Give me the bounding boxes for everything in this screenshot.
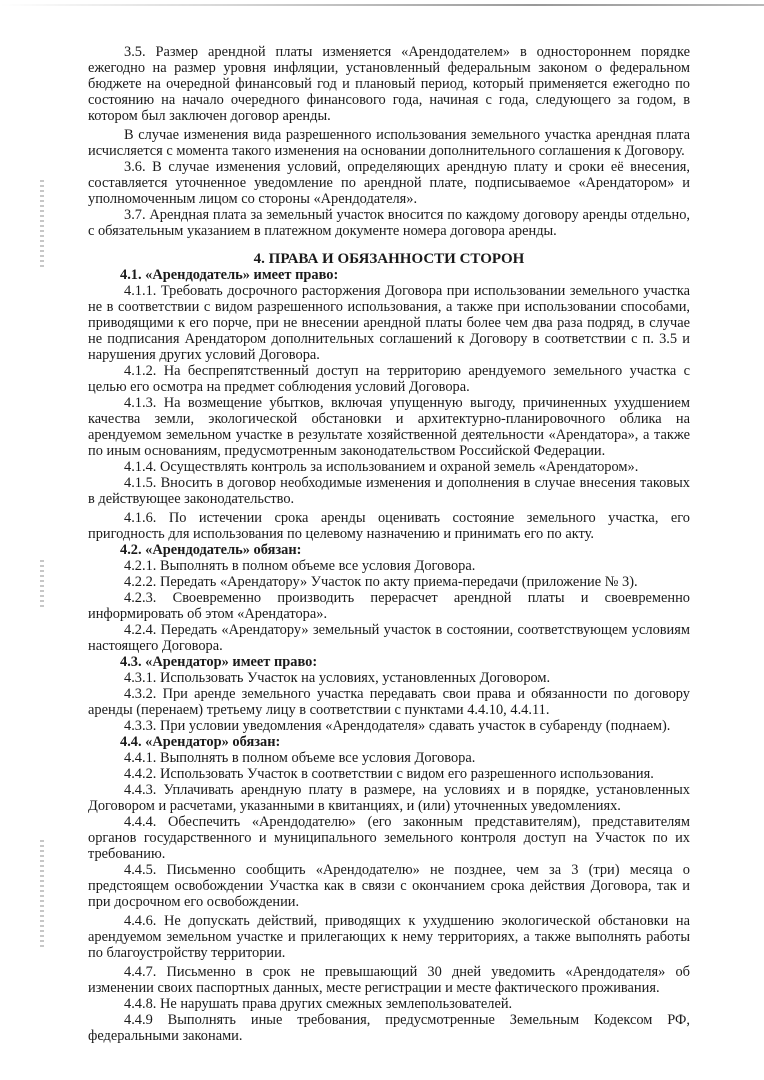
clause-4-1-4: 4.1.4. Осуществлять контроль за использованием и охраной земель «Арендатором». [124, 459, 639, 475]
clause-4-2-2: 4.2.2. Передать «Арендатору» Участок по акту приема-передачи (приложение № 3). [124, 574, 638, 590]
clause-4-4-8: 4.4.8. Не нарушать права других смежных землепользователей. [124, 996, 513, 1012]
paragraph-3-5: 3.5. Размер арендной платы изменяется «Арендодателем» в одностороннем порядке ежегодно на размер уровня инфляции, установленный федеральным законом о федеральном бюджете на очередной финансовый год и плановый период, который применяется ежегодно по состоянию на начало очередного финансового года, начиная с года, следующего за годом, в котором был заключен договор аренды. [88, 44, 690, 124]
clause-4-4-6: 4.4.6. Не допускать действий, приводящих к ухудшению экологической обстановки на арендуемом земельном участке и прилегающих к нему территориях, а также выполнять работы по благоустройству территории. [88, 913, 690, 961]
clause-4-3-2: 4.3.2. При аренде земельного участка передавать свои права и обязанности по договору аренды (перенаем) третьему лицу в соответствии с пунктами 4.4.10, 4.4.11. [88, 686, 690, 718]
scan-artifact [40, 560, 44, 610]
scan-edge [0, 4, 764, 6]
subsection-heading-4-3: 4.3. «Арендатор» имеет право: [120, 654, 318, 670]
scan-artifact [40, 180, 44, 270]
subsection-heading-4-2: 4.2. «Арендодатель» обязан: [120, 542, 302, 558]
clause-4-4-2: 4.4.2. Использовать Участок в соответствии с видом его разрешенного использования. [124, 766, 654, 782]
clause-4-2-1: 4.2.1. Выполнять в полном объеме все условия Договора. [124, 558, 476, 574]
scan-artifact [40, 840, 44, 950]
clause-4-3-1: 4.3.1. Использовать Участок на условиях, установленных Договором. [124, 670, 551, 686]
clause-4-1-5: 4.1.5. Вносить в договор необходимые изменения и дополнения в случае внесения таковых в действующее законодательство. [88, 475, 690, 507]
clause-4-4-1: 4.4.1. Выполнять в полном объеме все условия Договора. [124, 750, 476, 766]
clause-4-1-6: 4.1.6. По истечении срока аренды оценивать состояние земельного участка, его пригодность для использования по целевому назначению и принимать его по акту. [88, 510, 690, 542]
clause-4-4-4: 4.4.4. Обеспечить «Арендодателю» (его законным представителям), представителям органов государственного и муниципального земельного контроля доступ на Участок по их требованию. [88, 814, 690, 862]
clause-4-2-3: 4.2.3. Своевременно производить перерасчет арендной платы и своевременно информировать об этом «Арендатора». [88, 590, 690, 622]
clause-4-4-9: 4.4.9 Выполнять иные требования, предусмотренные Земельным Кодексом РФ, федеральными законами. [88, 1012, 690, 1044]
clause-4-2-4: 4.2.4. Передать «Арендатору» земельный участок в состоянии, соответствующем условиям настоящего Договора. [88, 622, 690, 654]
clause-4-4-3: 4.4.3. Уплачивать арендную плату в размере, на условиях и в порядке, установленных Договором и расчетами, указанными в квитанциях, и (или) уточненных уведомлениях. [88, 782, 690, 814]
section-title: 4. ПРАВА И ОБЯЗАННОСТИ СТОРОН [253, 251, 525, 267]
document-page [88, 44, 690, 1044]
clause-4-1-1: 4.1.1. Требовать досрочного расторжения Договора при использовании земельного участка не в соответствии с видом разрешенного использования, а также при использовании способами, приводящими к его порче, при не внесении арендной платы более чем два раза подряд, в случае не подписания Арендатором дополнительных соглашений к Договору в соответствии с п. 3.5 и нарушения других условий Договора. [88, 283, 690, 363]
paragraph-3-7: 3.7. Арендная плата за земельный участок вносится по каждому договору аренды отдельно, с обязательным указанием в платежном документе номера договора аренды. [88, 207, 690, 239]
clause-4-1-3: 4.1.3. На возмещение убытков, включая упущенную выгоду, причиненных ухудшением качества земли, экологической обстановки и архитектурно-планировочного облика на арендуемом земельном участке в результате хозяйственной деятельности «Арендатора», а также по иным основаниям, предусмотренным законодательством Российской Федерации. [88, 395, 690, 459]
subsection-heading-4-1: 4.1. «Арендодатель» имеет право: [120, 267, 339, 283]
paragraph-3-5-note: В случае изменения вида разрешенного использования земельного участка арендная плата исчисляется с момента такого изменения на основании дополнительного соглашения к Договору. [88, 127, 690, 159]
clause-4-3-3: 4.3.3. При условии уведомления «Арендодателя» сдавать участок в субаренду (поднаем). [124, 718, 671, 734]
subsection-heading-4-4: 4.4. «Арендатор» обязан: [120, 734, 281, 750]
paragraph-3-6: 3.6. В случае изменения условий, определяющих арендную плату и сроки её внесения, составляется уточненное уведомление по арендной плате, подписываемое «Арендатором» и уполномоченным лицом со стороны «Арендодателя». [88, 159, 690, 207]
clause-4-4-5: 4.4.5. Письменно сообщить «Арендодателю» не позднее, чем за 3 (три) месяца о предстоящем освобождении Участка как в связи с окончанием срока действия Договора, так и при досрочном его освобождении. [88, 862, 690, 910]
clause-4-1-2: 4.1.2. На беспрепятственный доступ на территорию арендуемого земельного участка с целью его осмотра на предмет соблюдения условий Договора. [88, 363, 690, 395]
clause-4-4-7: 4.4.7. Письменно в срок не превышающий 30 дней уведомить «Арендодателя» об изменении своих паспортных данных, месте регистрации и месте фактического проживания. [88, 964, 690, 996]
